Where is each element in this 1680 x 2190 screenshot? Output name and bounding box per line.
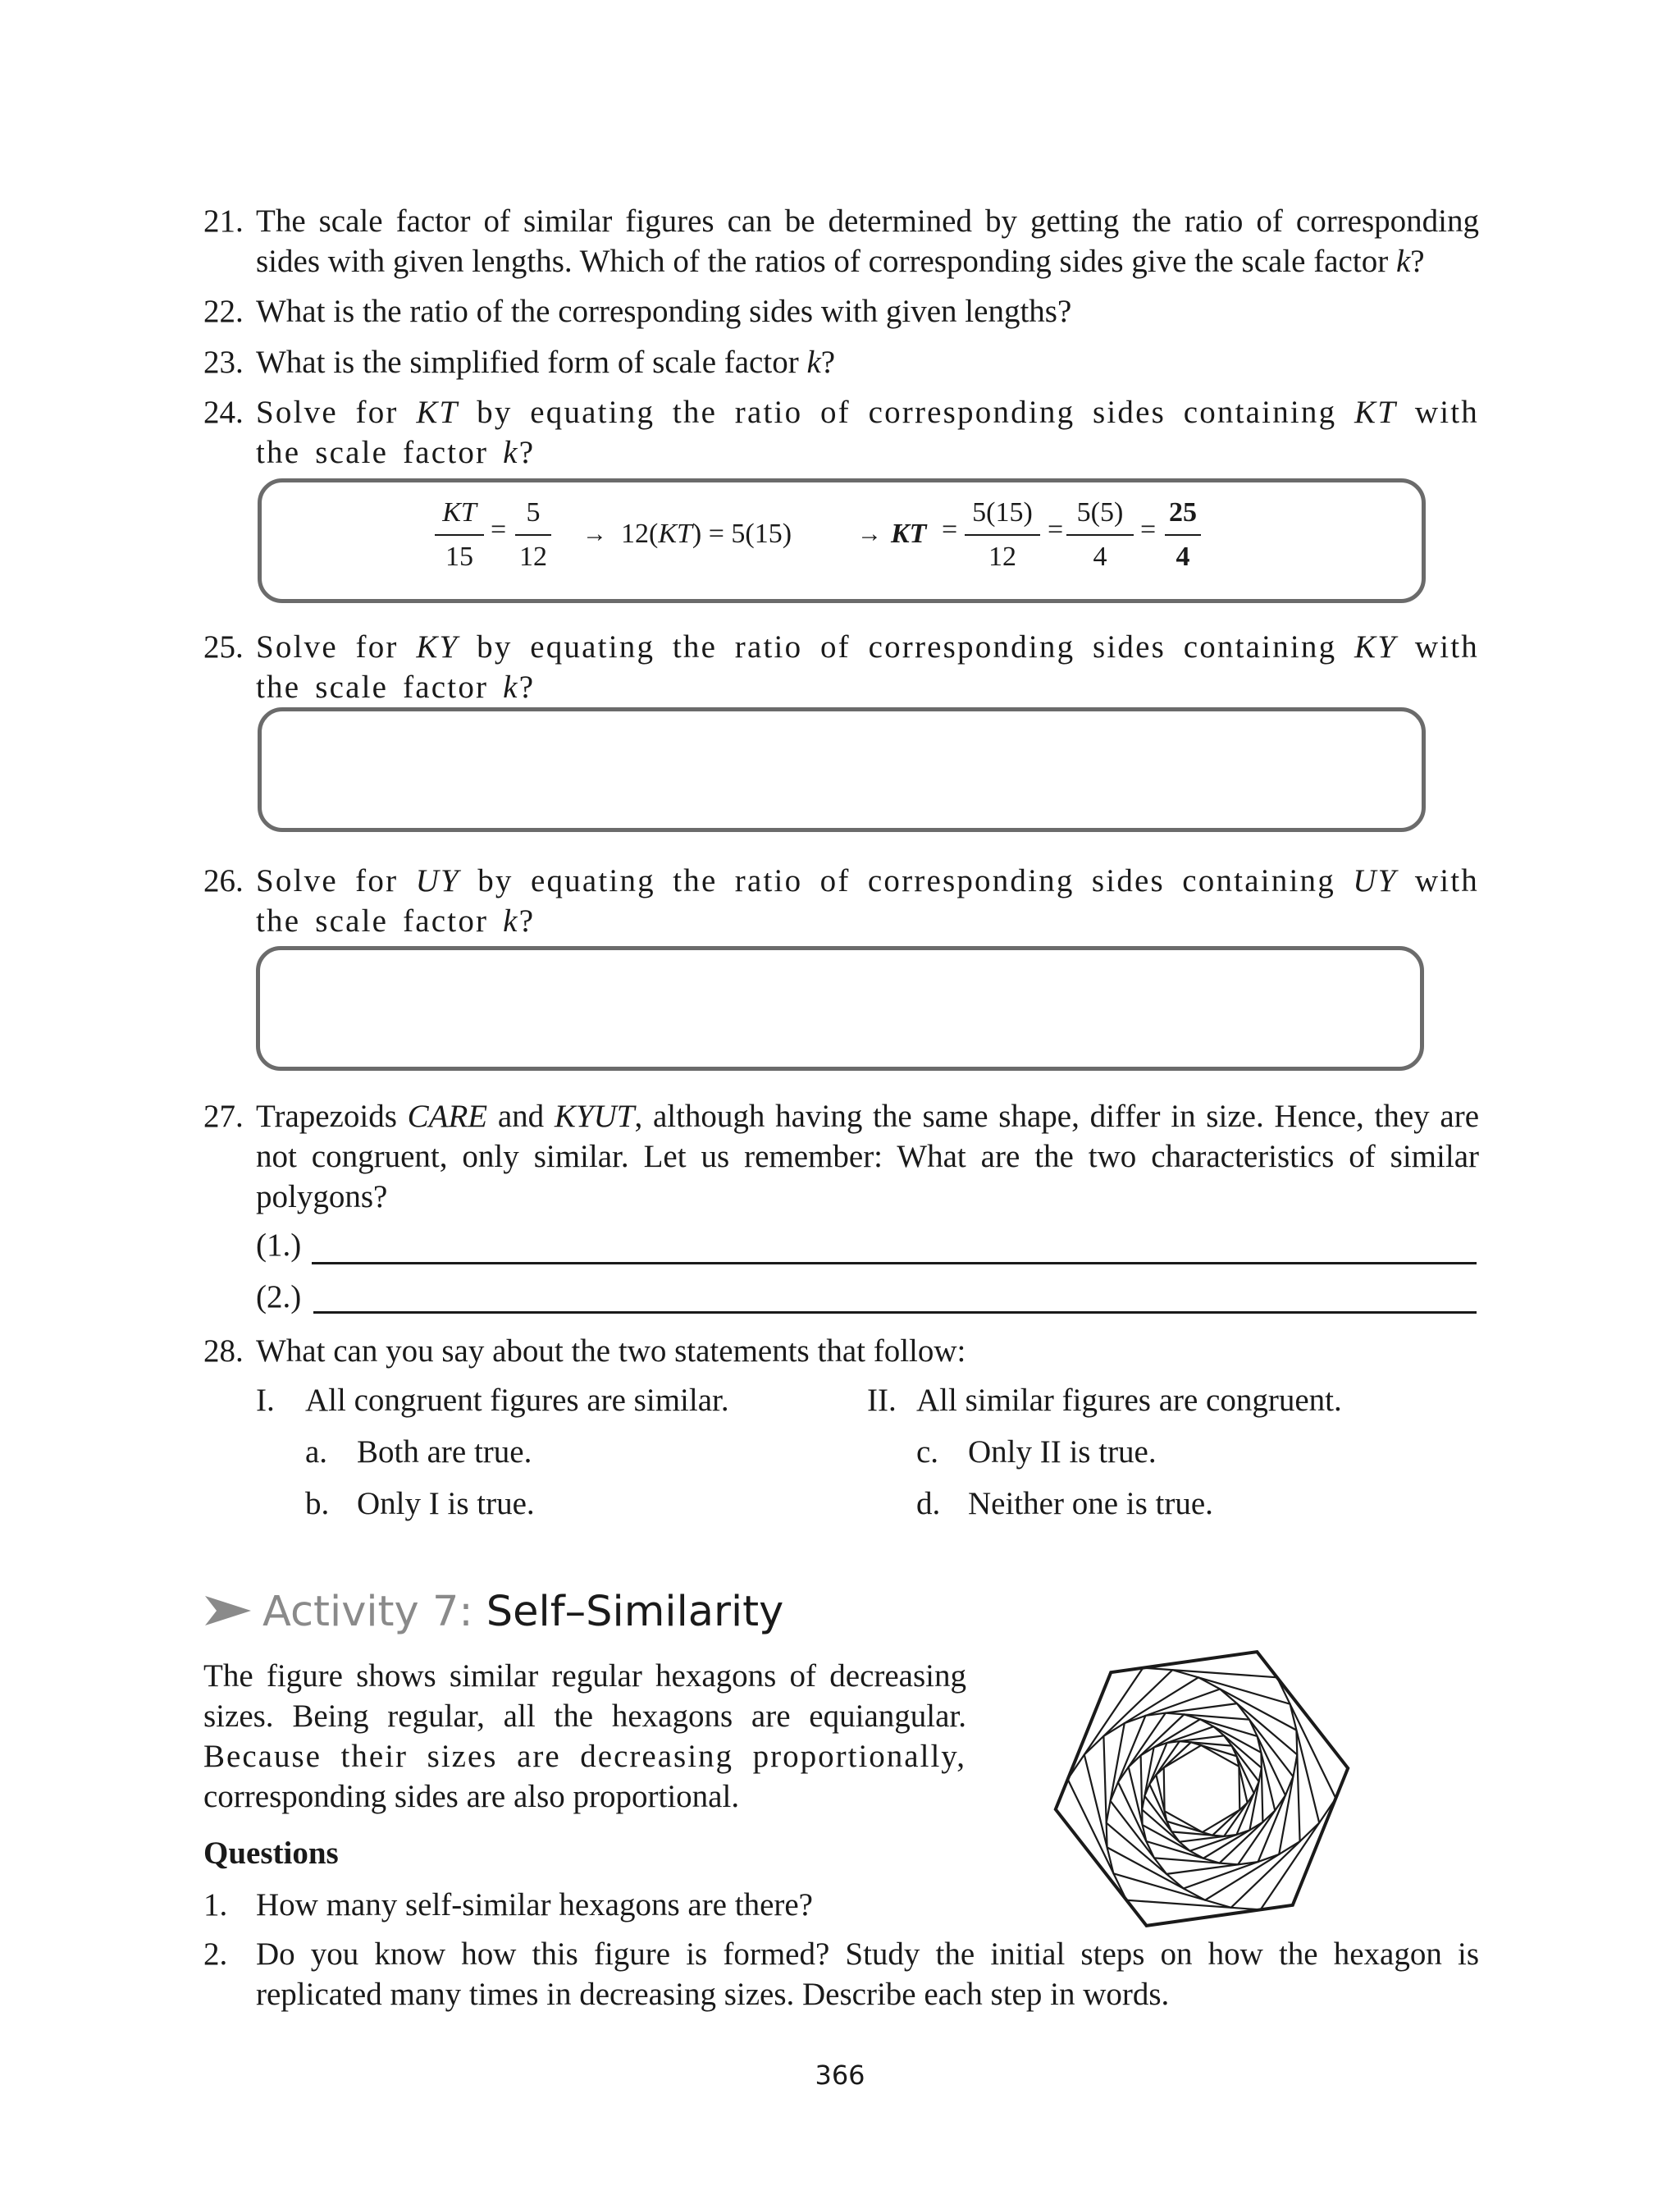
questions-heading: Questions — [203, 1836, 339, 1871]
arrow: → — [857, 520, 882, 547]
activity-question-1: 1. How many self-similar hexagons are there? — [203, 1885, 1479, 1925]
question-text: What is the simplified form of scale factor k? — [256, 345, 836, 380]
activity-title: Self–Similarity — [486, 1588, 784, 1636]
blank-label-2: (2.) — [256, 1279, 302, 1314]
option-a[interactable]: Both are true. — [357, 1434, 532, 1470]
question-text: Solve for UY by equating the ratio of corresponding sides containing UY with the scale factor k? — [256, 863, 1479, 939]
statement-1-number: I. — [256, 1383, 275, 1418]
page-number: 366 — [815, 2060, 865, 2091]
hexagon-3 — [1084, 1670, 1319, 1908]
question-text: What can you say about the two statements that follow: — [256, 1333, 966, 1369]
hexagon-14 — [1164, 1745, 1240, 1832]
question-21 — [203, 201, 1479, 281]
option-c-letter[interactable]: c. — [916, 1434, 939, 1470]
activity-description: The figure shows similar regular hexagons of decreasing sizes. Being regular, all the hexagons are equiangular. Because their sizes are decreasing proportionally, corresponding sides are also proportional. — [203, 1658, 966, 1814]
hexagon-7 — [1118, 1713, 1285, 1865]
result-variable: KT — [891, 519, 927, 549]
fraction-5x5-4: 5(5) 4 — [1066, 495, 1134, 575]
hexagon-8 — [1129, 1714, 1276, 1863]
fraction-25-4: 25 4 — [1165, 495, 1201, 575]
option-c[interactable]: Only II is true. — [968, 1434, 1157, 1470]
question-23: 23. What is the simplified form of scale factor k? — [203, 342, 1479, 382]
option-d-letter[interactable]: d. — [916, 1486, 941, 1521]
blank-label-1: (1.) — [256, 1228, 302, 1263]
question-number: 21. — [203, 203, 244, 239]
fraction-5-12: 5 12 — [515, 495, 551, 575]
activity-heading — [203, 1588, 783, 1637]
arrowhead-icon — [203, 1594, 253, 1627]
answer-box-24 — [258, 478, 1426, 603]
equals-sign: = — [491, 514, 507, 545]
statement-2: All similar figures are congruent. — [916, 1383, 1342, 1418]
answer-box-25[interactable] — [258, 707, 1426, 832]
statement-1: All congruent figures are similar. — [305, 1383, 729, 1418]
statement-2-number: II. — [867, 1383, 897, 1418]
equals-sign: = — [1048, 514, 1064, 545]
question-text: Trapezoids CARE and KYUT, although having the same shape, differ in size. Hence, they are not congruent, only similar. Let us remember: What are the two characteristics of similar polygons? — [256, 1099, 1480, 1214]
fraction-kt-15: KT 15 — [435, 495, 484, 575]
fraction-5x15-12: 5(15) 12 — [965, 495, 1040, 575]
hexagon-1 — [1056, 1652, 1348, 1926]
hexagon-2 — [1068, 1668, 1336, 1910]
question-text: The scale factor of similar figures can be determined by getting the ratio of corresponding sides with given lengths. Which of the ratios of corresponding sides give the scale factor k? — [256, 203, 1479, 279]
question-27: 27. Trapezoids CARE and KYUT, although having the same shape, differ in size. Hence, they are not congruent, only similar. Let us remember: What are the two characteristics of similar polygons? — [203, 1096, 1479, 1217]
question-25: 25. Solve for KY by equating the ratio of corresponding sides containing KY with the scale factor k? — [203, 627, 1479, 707]
question-text: What is the ratio of the corresponding sides with given lengths? — [256, 294, 1072, 329]
arrow: → — [582, 520, 607, 547]
equals-sign: = — [942, 514, 958, 545]
equals-sign: = — [1140, 514, 1157, 545]
option-b[interactable]: Only I is true. — [357, 1486, 535, 1521]
question-26: 26. Solve for UY by equating the ratio of corresponding sides containing UY with the scale factor k? — [203, 861, 1479, 941]
activity-label: Activity 7: — [262, 1588, 473, 1636]
blank-line-2[interactable] — [313, 1311, 1477, 1314]
question-text: Solve for KT by equating the ratio of corresponding sides containing KT with the scale factor k? — [256, 395, 1479, 470]
question-text: Solve for KY by equating the ratio of corresponding sides containing KY with the scale factor k? — [256, 629, 1479, 705]
option-a-letter[interactable]: a. — [305, 1434, 328, 1470]
answer-box-26[interactable] — [256, 946, 1424, 1071]
question-22: 22. What is the ratio of the corresponding sides with given lengths? — [203, 291, 1479, 331]
option-d[interactable]: Neither one is true. — [968, 1486, 1213, 1521]
question-28: 28. What can you say about the two statements that follow: — [203, 1331, 1479, 1371]
option-b-letter[interactable]: b. — [305, 1486, 330, 1521]
blank-line-1[interactable] — [312, 1262, 1477, 1264]
self-similar-hexagons-figure — [1040, 1621, 1368, 1949]
activity-question-2: 2. Do you know how this figure is formed? Study the initial steps on how the hexagon is replicated many times in decreasing sizes. Describe each step in words. — [203, 1934, 1479, 2014]
question-text: How many self-similar hexagons are there? — [256, 1887, 813, 1923]
equation-step-2: 12(KT) = 5(15) — [621, 519, 792, 549]
question-text: Do you know how this figure is formed? Study the initial steps on how the hexagon is replicated many times in decreasing sizes. Describe each step in words. — [256, 1936, 1479, 2012]
question-24: 24. Solve for KT by equating the ratio of corresponding sides containing KT with the scale factor k? — [203, 392, 1479, 473]
